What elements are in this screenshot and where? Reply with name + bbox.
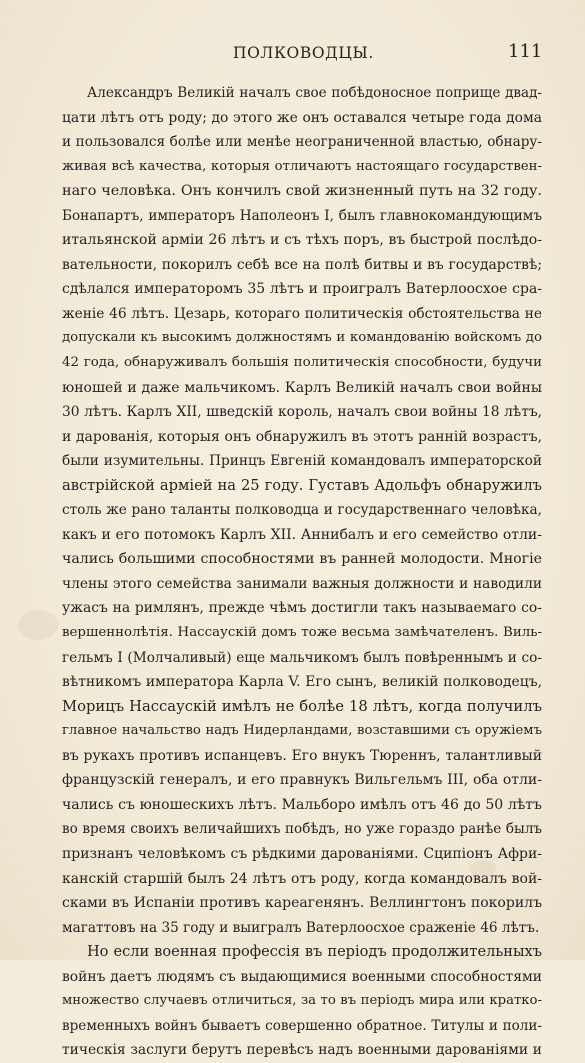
text-line: гельмъ I (Молчаливый) еще мальчикомъ былъ повѣреннымъ и со- <box>62 649 542 666</box>
text-line: женіе 46 лѣтъ. Цезарь, котораго политическія обстоятельства не <box>62 305 542 322</box>
page-number: 111 <box>508 41 543 62</box>
text-line: главное начальство надъ Нидерландами, возставшими съ оружіемъ <box>62 723 542 739</box>
text-line: члены этого семейства занимали важныя должности и наводили <box>62 575 542 592</box>
text-line: и пользовался болѣе или менѣе неограниченной властью, обнару- <box>62 134 542 151</box>
text-line: французскій генералъ, и его правнукъ Вильгельмъ III, оба отли- <box>62 772 542 789</box>
text-line: множество случаевъ отличиться, за то въ періодъ мира или кратко- <box>62 993 542 1009</box>
paper-stain <box>18 610 58 640</box>
text-line: чались большими способностями въ ранней молодости. Многіе <box>62 551 542 568</box>
text-line: признанъ человѣкомъ съ рѣдкими дарованіями. Сципіонъ Афри- <box>62 845 542 862</box>
text-line: Но если военная профессія въ періодъ продолжительныхъ <box>87 943 542 961</box>
text-line: живая всѣ качества, которыя отличаютъ настоящаго государствен- <box>62 158 542 174</box>
text-line: цати лѣтъ отъ роду; до этого же онъ оставался четыре года дома <box>62 109 542 126</box>
text-line: и дарованія, которыя онъ обнаружилъ въ этотъ ранній возрастъ, <box>62 428 542 445</box>
text-line: вершеннолѣтія. Нассаускій домъ тоже весьма замѣчателенъ. Виль- <box>62 625 542 641</box>
text-line: канскій старшій былъ 24 лѣтъ отъ роду, когда командовалъ вой- <box>62 870 542 887</box>
text-line: сдѣлался императоромъ 35 лѣтъ и проигралъ Ватерлоосхое сра- <box>62 281 542 298</box>
text-line: были изумительны. Принцъ Евгеній командовалъ императорской <box>62 453 542 470</box>
text-line: допускали къ высокимъ должностямъ и командованію войскомъ до <box>62 330 542 346</box>
running-head: ПОЛКОВОДЦЫ. <box>233 44 374 62</box>
text-line: ужасъ на римлянъ, прежде чѣмъ достигли такъ называемаго со- <box>62 600 542 617</box>
text-line: магаттовъ на 35 году и выигралъ Ватерлоосхое сраженіе 46 лѣтъ. <box>62 919 540 936</box>
text-line: въ рукахъ противъ испанцевъ. Его внукъ Тюреннъ, талантливый <box>62 747 542 764</box>
text-line: юношей и даже мальчикомъ. Карлъ Великій началъ свои войны <box>62 379 542 396</box>
text-line: чались съ юношескихъ лѣтъ. Мальборо имѣлъ отъ 46 до 50 лѣтъ <box>62 796 542 813</box>
text-line: тическія заслуги берутъ перевѣсъ надъ военными дарованіями и <box>62 1042 542 1059</box>
page-header <box>0 42 585 68</box>
text-line: наго человѣка. Онъ кончилъ свой жизненный путь на 32 году. <box>62 183 542 200</box>
body-text <box>62 81 542 1063</box>
text-line: итальянской арміи 26 лѣтъ и съ тѣхъ поръ, въ быстрой послѣдо- <box>62 232 542 249</box>
text-line: сками въ Испаніи противъ кареагенянъ. Веллингтонъ покорилъ <box>62 895 542 912</box>
text-line: 30 лѣтъ. Карлъ XII, шведскій король, началъ свои войны 18 лѣтъ, <box>62 404 542 421</box>
text-line: какъ и его потомокъ Карлъ XII. Аннибалъ и его семейство отли- <box>62 526 542 543</box>
text-line: столь же рано таланты полководца и государственнаго человѣка, <box>62 502 542 519</box>
text-line: войнъ даетъ людямъ съ выдающимися военными способностями <box>62 968 542 985</box>
text-line: вѣтникомъ императора Карла V. Его сынъ, великій полководецъ, <box>62 674 542 691</box>
text-line: 42 года, обнаруживалъ большія политическія способности, будучи <box>62 355 542 371</box>
text-line: Морицъ Нассаускій имѣлъ не болѣе 18 лѣтъ, когда получилъ <box>62 697 542 715</box>
text-line: австрійской арміей на 25 году. Густавъ Адольфъ обнаружилъ <box>62 476 542 494</box>
text-line: Александръ Великій началъ свое побѣдоносное поприще двад- <box>87 85 542 101</box>
text-line: вательности, покорилъ себѣ все на полѣ битвы и въ государствѣ; <box>62 256 542 273</box>
text-line: во время своихъ величайшихъ побѣдъ, но уже гораздо ранѣе былъ <box>62 821 542 838</box>
text-line: Бонапартъ, императоръ Наполеонъ I, былъ главнокомандующимъ <box>62 207 542 224</box>
text-line: временныхъ войнъ бываетъ совершенно обратное. Титулы и поли- <box>62 1017 542 1034</box>
